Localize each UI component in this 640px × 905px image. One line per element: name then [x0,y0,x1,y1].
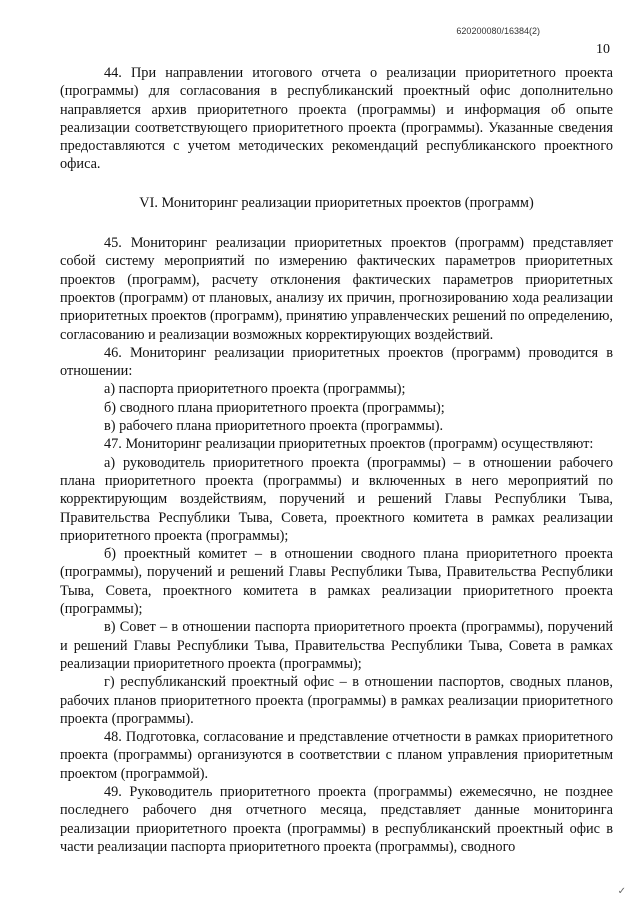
document-code: 620200080/16384(2) [456,26,540,36]
document-body [60,64,613,856]
paragraph-46c: в) рабочего плана приоритетного проекта (программы). [104,418,444,435]
paragraph-45: 45. Мониторинг реализации приоритетных проектов (программ) представляет собой систему мероприятий по измерению фактических параметров приоритетных проектов (программ), расчету отклонения фактических параметров приоритетных проектов (программ) от плановых, анализу их причин, прогнозированию хода реализации приоритетных проектов (программ), принятию управленческих решений по определению, согласованию и реализации возможных корректирующих воздействий. [60,235,613,343]
page-number: 10 [596,42,610,57]
paragraph-46: 46. Мониторинг реализации приоритетных проектов (программ) проводится в отношении: [60,344,613,380]
paragraph-47b: б) проектный комитет – в отношении сводного плана приоритетного проекта (программы), поручений и решений Главы Республики Тыва, Правительства Республики Тыва, Совета, проектного комитета в рамках реализации приоритетного проекта (программы); [60,546,613,618]
corner-mark: ✓ [617,886,626,897]
paragraph-47: 47. Мониторинг реализации приоритетных проектов (программ) осуществляют: [104,436,594,453]
section-title: VI. Мониторинг реализации приоритетных проектов (программ) [139,194,534,211]
paragraph-49: 49. Руководитель приоритетного проекта (программы) ежемесячно, не позднее последнего рабочего дня отчетного месяца, представляет данные мониторинга реализации приоритетного проекта (программы) в республиканский проектный офис в части реализации паспорта приоритетного проекта (программы), сводного [60,783,613,855]
paragraph-46a: а) паспорта приоритетного проекта (программы); [104,381,406,398]
paragraph-46b: б) сводного плана приоритетного проекта (программы); [104,399,445,416]
paragraph-47c: в) Совет – в отношении паспорта приоритетного проекта (программы), поручений и решений Главы Республики Тыва, Правительства Республики Тыва, Совета в рамках реализации приоритетного проекта (программы); [60,619,613,672]
paragraph-47d: г) республиканский проектный офис – в отношении паспортов, сводных планов, рабочих планов приоритетного проекта (программы) в рамках реализации приоритетного проекта (программы). [60,674,613,727]
paragraph-47a: а) руководитель приоритетного проекта (программы) – в отношении рабочего плана приоритетного проекта (программы) и включенных в него мероприятий по корректирующим воздействиям, поручений и решений Главы Республики Тыва, Правительства Республики Тыва, Совета, проектного комитета в рамках реализации приоритетного проекта (программы); [60,454,613,544]
paragraph-44: 44. При направлении итогового отчета о реализации приоритетного проекта (программы) для согласования в республиканский проектный офис дополнительно направляется архив приоритетного проекта (программы) и информация об опыте реализации соответствующего приоритетного проекта (программы). Указанные сведения предоставляются с учетом методических рекомендаций республиканского проектного офиса. [60,65,613,173]
paragraph-48: 48. Подготовка, согласование и представление отчетности в рамках приоритетного проекта (программы) организуются в соответствии с планом управления приоритетным проектом (программой). [60,729,613,782]
